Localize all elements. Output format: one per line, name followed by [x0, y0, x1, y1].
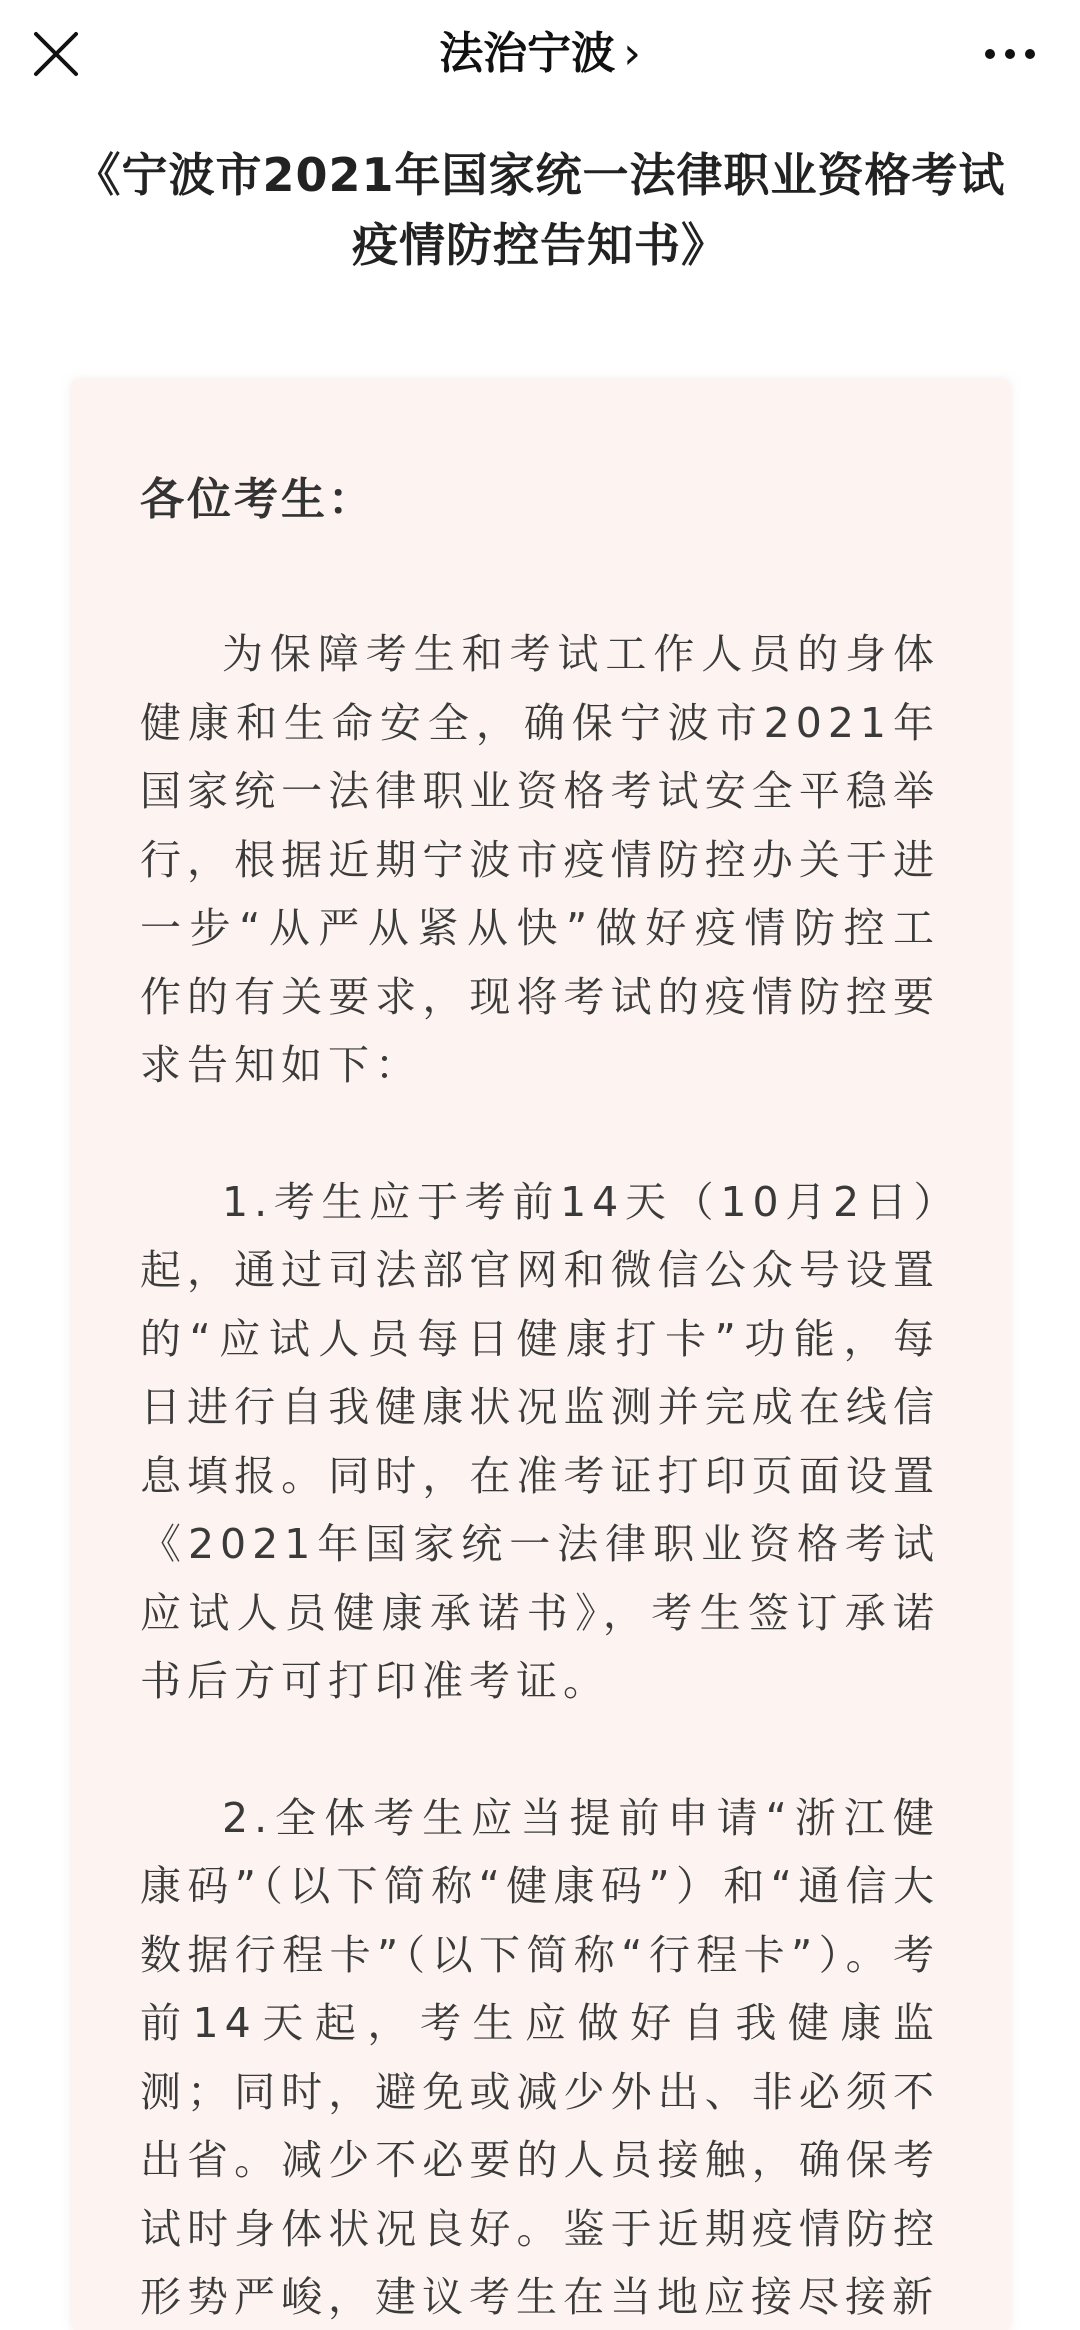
article-title: 《宁波市2021年国家统一法律职业资格考试疫情防控告知书》	[60, 140, 1020, 280]
account-name-link[interactable]	[0, 24, 1080, 84]
chevron-right-icon: ›	[623, 28, 641, 79]
notice-content	[140, 470, 940, 2330]
top-navigation-bar	[0, 0, 1080, 110]
paragraph-intro: 为保障考生和考试工作人员的身体健康和生命安全，确保宁波市2021年国家统一法律职业资格考试安全平稳举行，根据近期宁波市疫情防控办关于进一步“从严从紧从快”做好疫情防控工作的有关要求，现将考试的疫情防控要求告知如下：	[140, 620, 940, 1100]
paragraph-item-1: 1.考生应于考前14天（10月2日）起，通过司法部官网和微信公众号设置的“应试人员每日健康打卡”功能，每日进行自我健康状况监测并完成在线信息填报。同时，在准考证打印页面设置《2021年国家统一法律职业资格考试应试人员健康承诺书》，考生签订承诺书后方可打印准考证。	[140, 1168, 940, 1716]
more-icon[interactable]	[980, 28, 1040, 80]
notice-card	[72, 380, 1010, 2330]
paragraph-item-2: 2.全体考生应当提前申请“浙江健康码”（以下简称“健康码”）和“通信大数据行程卡”（以下简称“行程卡”）。考前14天起，考生应做好自我健康监测；同时，避免或减少外出、非必须不出省。减少不必要的人员接触，确保考试时身体状况良好。鉴于近期疫情防控形势严峻，建议考生在当地应接尽接新	[140, 1784, 940, 2330]
account-name: 法治宁波	[439, 28, 615, 79]
salutation: 各位考生：	[140, 470, 940, 530]
